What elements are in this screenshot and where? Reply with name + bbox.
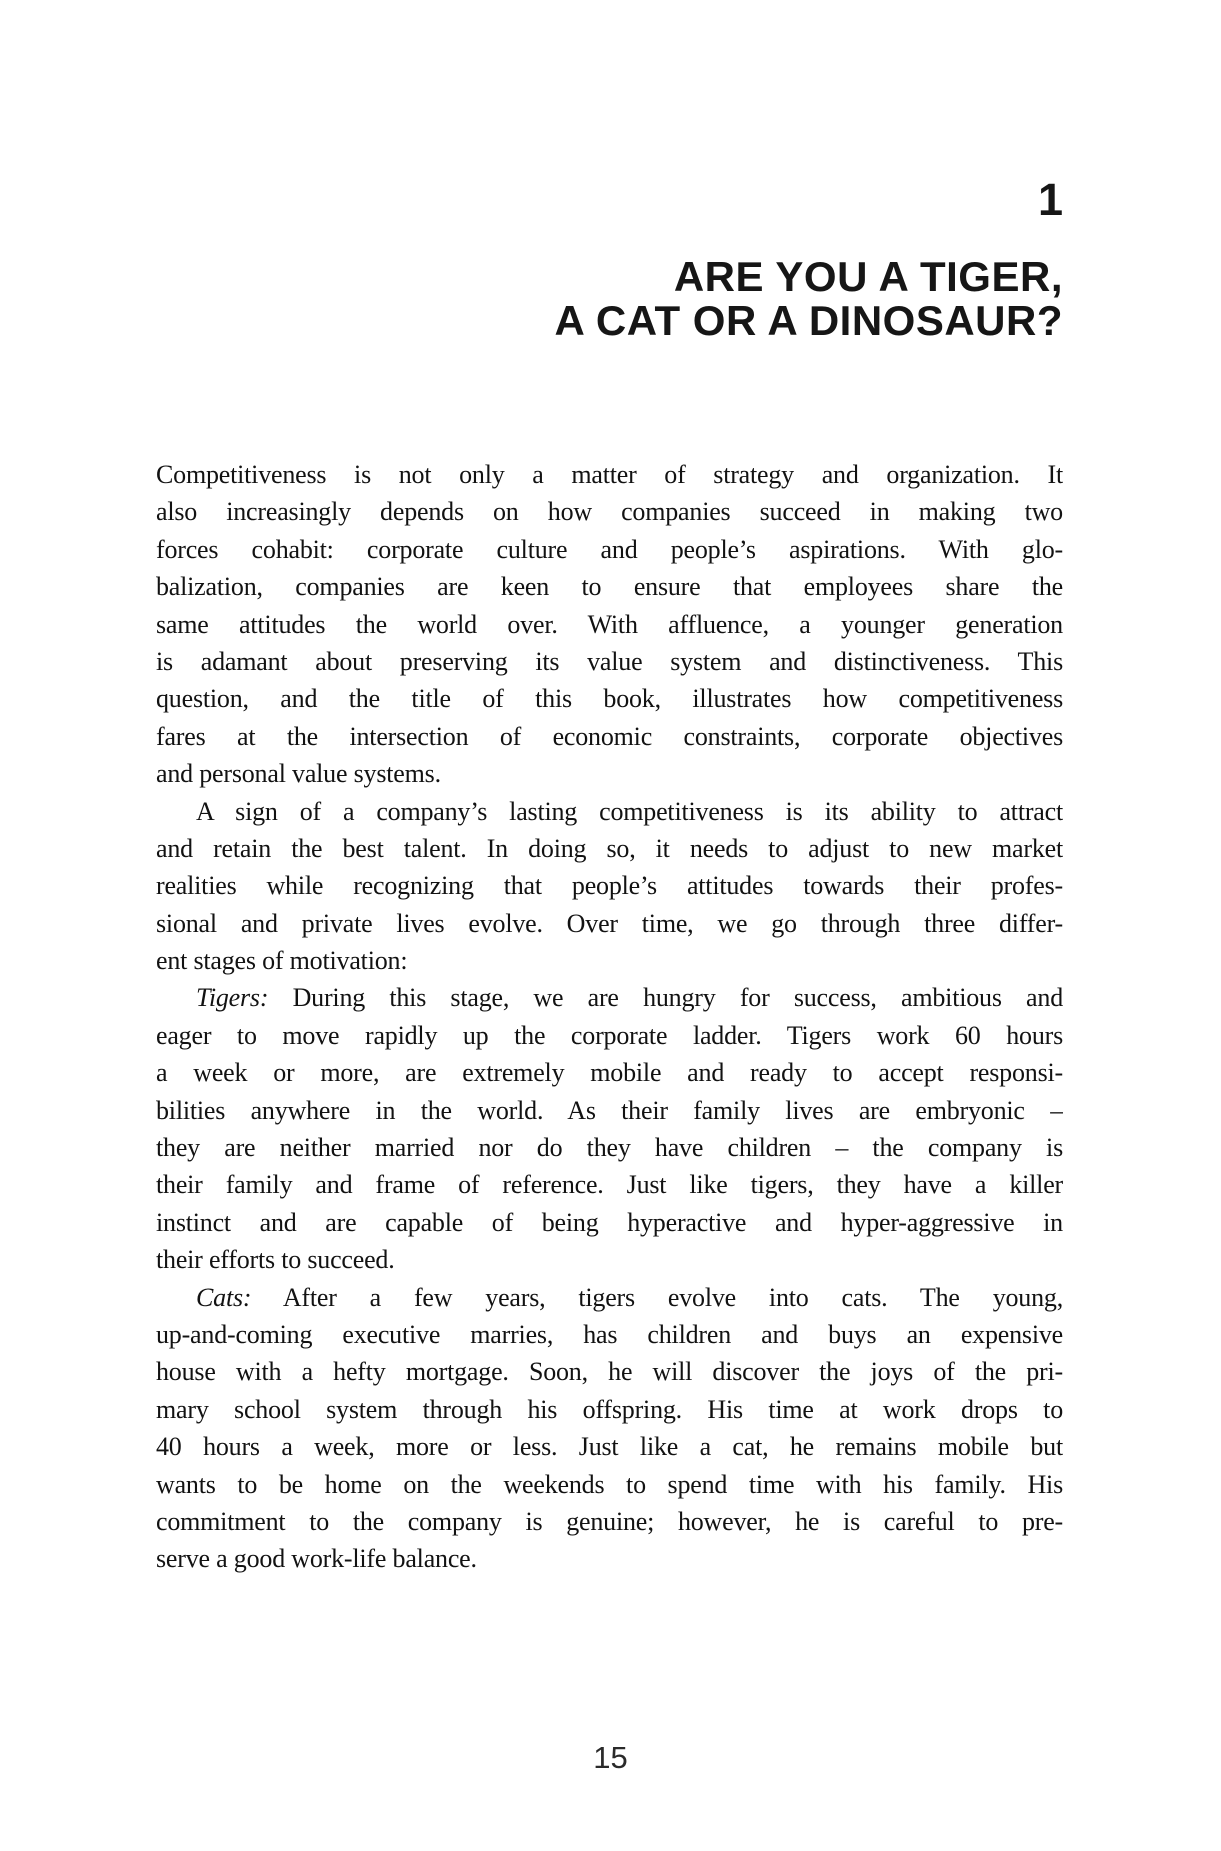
text-line: and personal value systems.	[156, 759, 441, 789]
text-line: wants to be home on the weekends to spend time with his family. His	[156, 1469, 1063, 1499]
text-line: Cats: After a few years, tigers evolve into cats. The young,	[196, 1282, 1063, 1312]
text-line: eager to move rapidly up the corporate ladder. Tigers work 60 hours	[156, 1020, 1063, 1050]
text-line: realities while recognizing that people’s attitudes towards their profes-	[156, 871, 1063, 901]
text-line: bilities anywhere in the world. As their family lives are embryonic –	[156, 1095, 1063, 1125]
italic-lead: Tigers:	[196, 983, 269, 1013]
text-line: same attitudes the world over. With affluence, a younger generation	[156, 609, 1063, 639]
text-line: balization, companies are keen to ensure that employees share the	[156, 572, 1063, 602]
italic-lead: Cats:	[196, 1282, 252, 1312]
text-line: house with a hefty mortgage. Soon, he will discover the joys of the pri-	[156, 1357, 1063, 1387]
chapter-title	[156, 255, 1063, 343]
text-line: also increasingly depends on how companies succeed in making two	[156, 497, 1063, 527]
chapter-title-line-2: A CAT OR A DINOSAUR?	[554, 297, 1063, 344]
paragraph	[156, 456, 1063, 793]
text-line: Tigers: During this stage, we are hungry for success, ambitious and	[196, 983, 1063, 1013]
text-line: and retain the best talent. In doing so, it needs to adjust to new market	[156, 833, 1063, 863]
text-line: their efforts to succeed.	[156, 1245, 395, 1275]
chapter-number: 1	[1037, 174, 1063, 225]
text-line: forces cohabit: corporate culture and people’s aspirations. With glo-	[156, 534, 1063, 564]
text-line: Competitiveness is not only a matter of strategy and organization. It	[156, 460, 1063, 489]
paragraph	[156, 979, 1063, 1278]
text-line: commitment to the company is genuine; however, he is careful to pre-	[156, 1506, 1063, 1536]
chapter-title-line-1: ARE YOU A TIGER,	[673, 253, 1063, 300]
paragraph	[156, 1279, 1063, 1578]
text-line: sional and private lives evolve. Over time, we go through three differ-	[156, 908, 1063, 938]
text-line: question, and the title of this book, illustrates how competitiveness	[156, 684, 1063, 714]
body-text	[156, 456, 1063, 1578]
text-line: mary school system through his offspring. His time at work drops to	[156, 1394, 1063, 1424]
text-line: their family and frame of reference. Just like tigers, they have a killer	[156, 1170, 1063, 1200]
text-line: up-and-coming executive marries, has children and buys an expensive	[156, 1319, 1063, 1349]
text-line: serve a good work-life balance.	[156, 1544, 477, 1574]
text-line: they are neither married nor do they have children – the company is	[156, 1133, 1063, 1163]
paragraph	[156, 793, 1063, 980]
page-number: 15	[593, 1740, 628, 1775]
text-line: is adamant about preserving its value system and distinctiveness. This	[156, 646, 1063, 676]
text-line: A sign of a company’s lasting competitiveness is its ability to attract	[196, 796, 1063, 826]
text-line: ent stages of motivation:	[156, 946, 408, 976]
text-line: instinct and are capable of being hyperactive and hyper-aggressive in	[156, 1207, 1063, 1237]
text-line: 40 hours a week, more or less. Just like a cat, he remains mobile but	[156, 1432, 1063, 1462]
text-line: a week or more, are extremely mobile and ready to accept responsi-	[156, 1058, 1063, 1088]
text-line: fares at the intersection of economic constraints, corporate objectives	[156, 721, 1063, 751]
